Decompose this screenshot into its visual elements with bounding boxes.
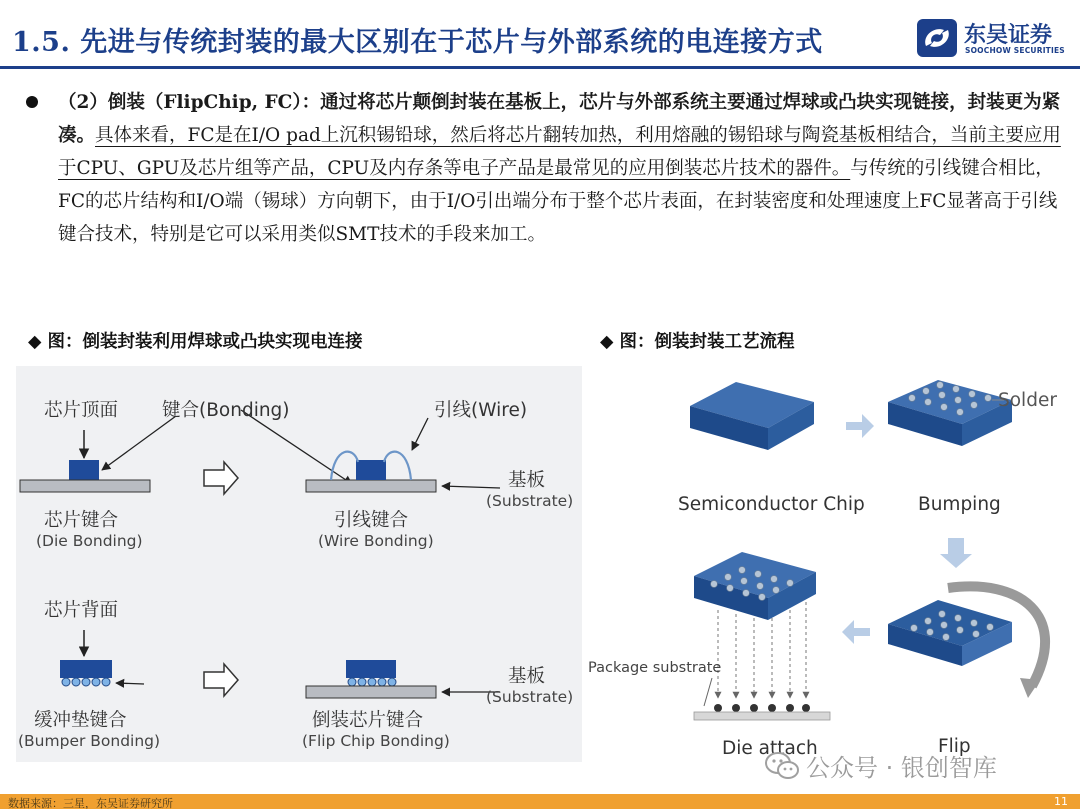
- flip-chip-process-figure: [588, 366, 1070, 766]
- label-bumping: Bumping: [918, 494, 1001, 515]
- label-substrate-1-cn: 基板: [508, 470, 546, 491]
- label-die-attach: Die attach: [722, 738, 818, 759]
- footer-source: 数据来源：三星，东吴证券研究所: [8, 797, 173, 809]
- brand-logo: [916, 18, 1074, 58]
- body-bold-text: （2）倒装（FlipChip, FC）：通过将芯片颠倒封装在基板上，芯片与外部系统主要通过焊球或凸块实现链接，封装更为紧凑。: [58, 92, 1061, 146]
- label-chip-back: 芯片背面: [44, 600, 119, 621]
- watermark-text: 公众号 · 银创智库: [806, 754, 997, 782]
- body-plain-text: 与传统的引线键合相比，FC的芯片结构和I/O端（锡球）方向朝下，由于I/O引出端分布于整个芯片表面，在封装密度和处理速度上FC显著高于引线键合技术，特别是它可以采用类似SMT技术的手段来加工。: [58, 158, 1058, 245]
- label-wire-bonding-cn: 引线键合: [334, 510, 409, 531]
- logo-text-en: SOOCHOW SECURITIES: [965, 46, 1065, 55]
- page-title: 1.5. 先进与传统封装的最大区别在于芯片与外部系统的电连接方式: [12, 27, 823, 58]
- label-chip-top: 芯片顶面: [44, 400, 119, 421]
- label-substrate-2-cn: 基板: [508, 666, 546, 687]
- label-die-bonding-en: (Die Bonding): [36, 532, 143, 550]
- bonding-comparison-figure: [16, 366, 582, 762]
- label-flip-chip-bonding-en: (Flip Chip Bonding): [302, 732, 450, 750]
- label-bonding: 键合(Bonding): [162, 400, 290, 421]
- label-substrate-2-en: (Substrate): [486, 688, 574, 706]
- header-divider: [0, 66, 1080, 69]
- figure-left-caption: ◆ 图：倒装封装利用焊球或凸块实现电连接: [28, 332, 363, 352]
- label-semiconductor-chip: Semiconductor Chip: [678, 494, 865, 515]
- process-flow-diagram-icon: [600, 366, 1070, 766]
- bullet-icon: [26, 96, 38, 108]
- label-substrate-1-en: (Substrate): [486, 492, 574, 510]
- label-flip-chip-bonding-cn: 倒装芯片键合: [312, 710, 424, 731]
- logo-text-cn: 东吴证券: [964, 23, 1053, 48]
- label-package-substrate: Package substrate: [588, 660, 722, 676]
- label-flip: Flip: [938, 736, 971, 757]
- body-underlined-text: 具体来看，FC是在I/O pad上沉积锡铅球，然后将芯片翻转加热，利用熔融的锡铅球与陶瓷基板相结合，当前主要应用于CPU、GPU及芯片组等产品，CPU及内存条等电子产品是最常见的应用倒装芯片技术的器件。: [58, 125, 1061, 179]
- soochow-logo-icon: [916, 18, 958, 58]
- label-bumper-bonding-cn: 缓冲垫键合: [34, 710, 127, 731]
- figure-right-caption: ◆ 图：倒装封装工艺流程: [600, 332, 795, 352]
- label-wire: 引线(Wire): [434, 400, 528, 421]
- label-solder: Solder: [998, 390, 1057, 411]
- label-wire-bonding-en: (Wire Bonding): [318, 532, 434, 550]
- body-paragraph: [58, 86, 1064, 251]
- wechat-icon: [764, 750, 800, 782]
- wechat-watermark: [764, 746, 1064, 786]
- label-bumper-bonding-en: (Bumper Bonding): [18, 732, 161, 750]
- page-number: 11: [1054, 795, 1068, 808]
- label-die-bonding-cn: 芯片键合: [44, 510, 119, 531]
